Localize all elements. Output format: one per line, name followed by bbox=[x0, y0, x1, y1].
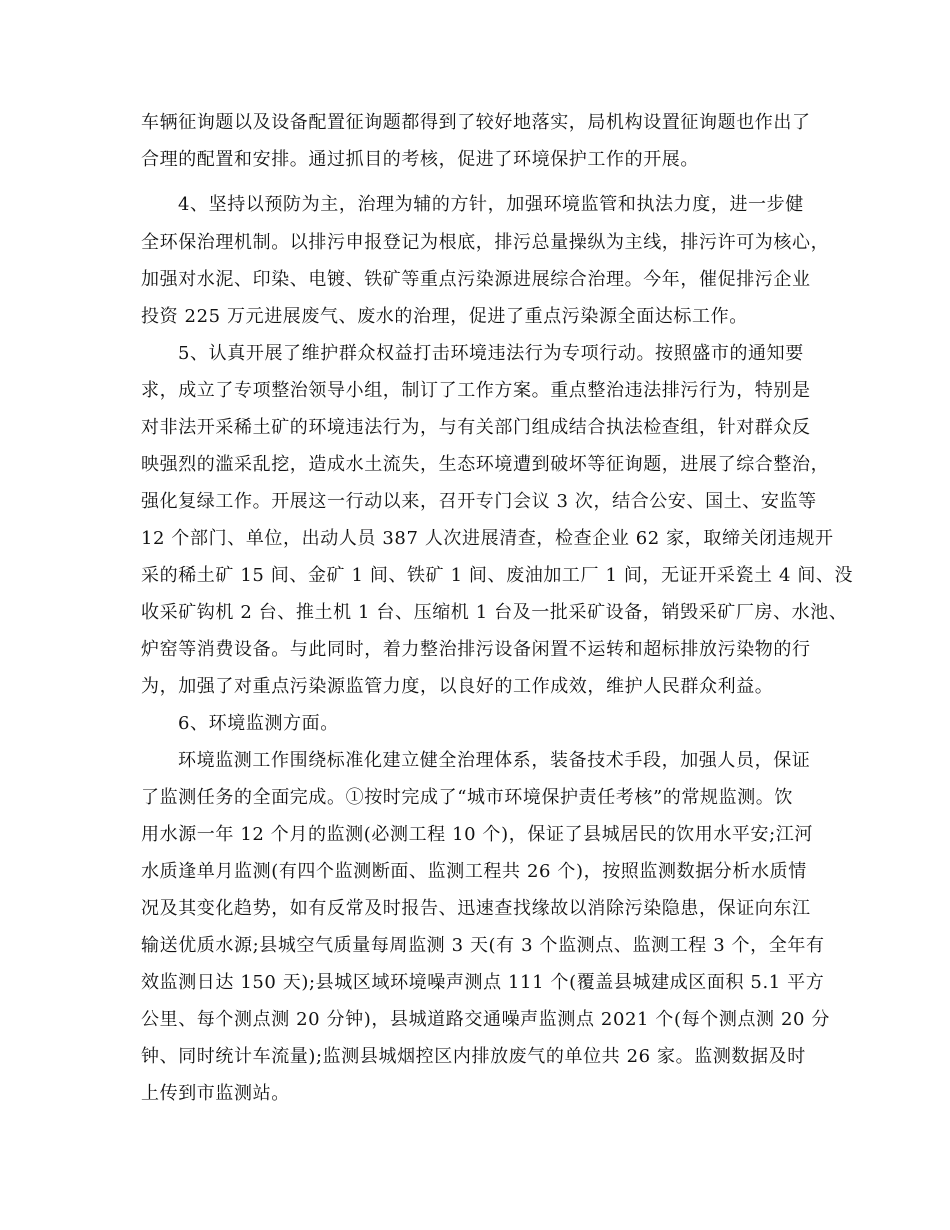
text-line: 况及其变化趋势，如有反常及时报告、迅速查找缘故以消除污染隐患，保证向东江 bbox=[141, 898, 811, 919]
text-line: 收采矿钩机 2 台、推土机 1 台、压缩机 1 台及一批采矿设备，销毁采矿厂房、水池、 bbox=[141, 602, 848, 623]
monitoring-paragraph-first-line: 环境监测工作围绕标准化建立健全治理体系，装备技术手段，加强人员，保证 bbox=[178, 750, 811, 771]
text-line: 效监测日达 150 天);县城区域环境噪声测点 111 个(覆盖县城建成区面积 5.1 平方 bbox=[141, 972, 825, 993]
text-line: 加强对水泥、印染、电镀、铁矿等重点污染源进展综合治理。今年，催促排污企业 bbox=[141, 269, 811, 290]
text-line: 用水源一年 12 个月的监测(必测工程 10 个)，保证了县城居民的饮用水平安;江河 bbox=[141, 824, 814, 845]
text-line: 投资 225 万元进展废气、废水的治理，促进了重点污染源全面达标工作。 bbox=[141, 306, 748, 327]
text-line: 了监测任务的全面完成。①按时完成了“城市环境保护责任考核”的常规监测。饮 bbox=[141, 787, 794, 808]
text-line: 12 个部门、单位，出动人员 387 人次进展清查，检查企业 62 家，取缔关闭违规开 bbox=[141, 528, 834, 549]
text-line: 钟、同时统计车流量);监测县城烟控区内排放废气的单位共 26 家。监测数据及时 bbox=[141, 1046, 806, 1067]
text-line: 全环保治理机制。以排污申报登记为根底，排污总量操纵为主线，排污许可为核心， bbox=[141, 232, 830, 253]
paragraph-5-first-line: 5、认真开展了维护群众权益打击环境违法行为专项行动。按照盛市的通知要 bbox=[178, 343, 804, 364]
section-6-heading: 6、环境监测方面。 bbox=[178, 713, 339, 734]
text-line: 车辆征询题以及设备配置征询题都得到了较好地落实，局机构设置征询题也作出了 bbox=[141, 112, 811, 133]
text-line: 为，加强了对重点污染源监管力度，以良好的工作成效，维护人民群众利益。 bbox=[141, 676, 774, 697]
text-line: 上传到市监测站。 bbox=[141, 1083, 290, 1104]
text-line: 合理的配置和安排。通过抓目的考核，促进了环境保护工作的开展。 bbox=[141, 149, 699, 170]
text-line: 强化复绿工作。开展这一行动以来，召开专门会议 3 次，结合公安、国土、安监等 bbox=[141, 491, 817, 512]
text-line: 映强烈的滥采乱挖，造成水土流失，生态环境遭到破坏等征询题，进展了综合整治， bbox=[141, 454, 830, 475]
text-line: 输送优质水源;县城空气质量每周监测 3 天(有 3 个监测点、监测工程 3 个，全年有 bbox=[141, 935, 825, 956]
text-line: 水质逢单月监测(有四个监测断面、监测工程共 26 个)，按照监测数据分析水质情 bbox=[141, 861, 807, 882]
text-line: 对非法开采稀土矿的环境违法行为，与有关部门组成结合执法检查组，针对群众反 bbox=[141, 417, 811, 438]
text-line: 采的稀土矿 15 间、金矿 1 间、铁矿 1 间、废油加工厂 1 间，无证开采瓷土 4 间、没 bbox=[141, 565, 854, 586]
text-line: 求，成立了专项整治领导小组，制订了工作方案。重点整治违法排污行为，特别是 bbox=[141, 380, 811, 401]
paragraph-4-first-line: 4、坚持以预防为主，治理为辅的方针，加强环境监管和执法力度，进一步健 bbox=[178, 194, 804, 215]
text-line: 炉窑等消费设备。与此同时，着力整治排污设备闲置不运转和超标排放污染物的行 bbox=[141, 639, 811, 660]
text-line: 公里、每个测点测 20 分钟)，县城道路交通噪声监测点 2021 个(每个测点测 20 分 bbox=[141, 1009, 830, 1030]
